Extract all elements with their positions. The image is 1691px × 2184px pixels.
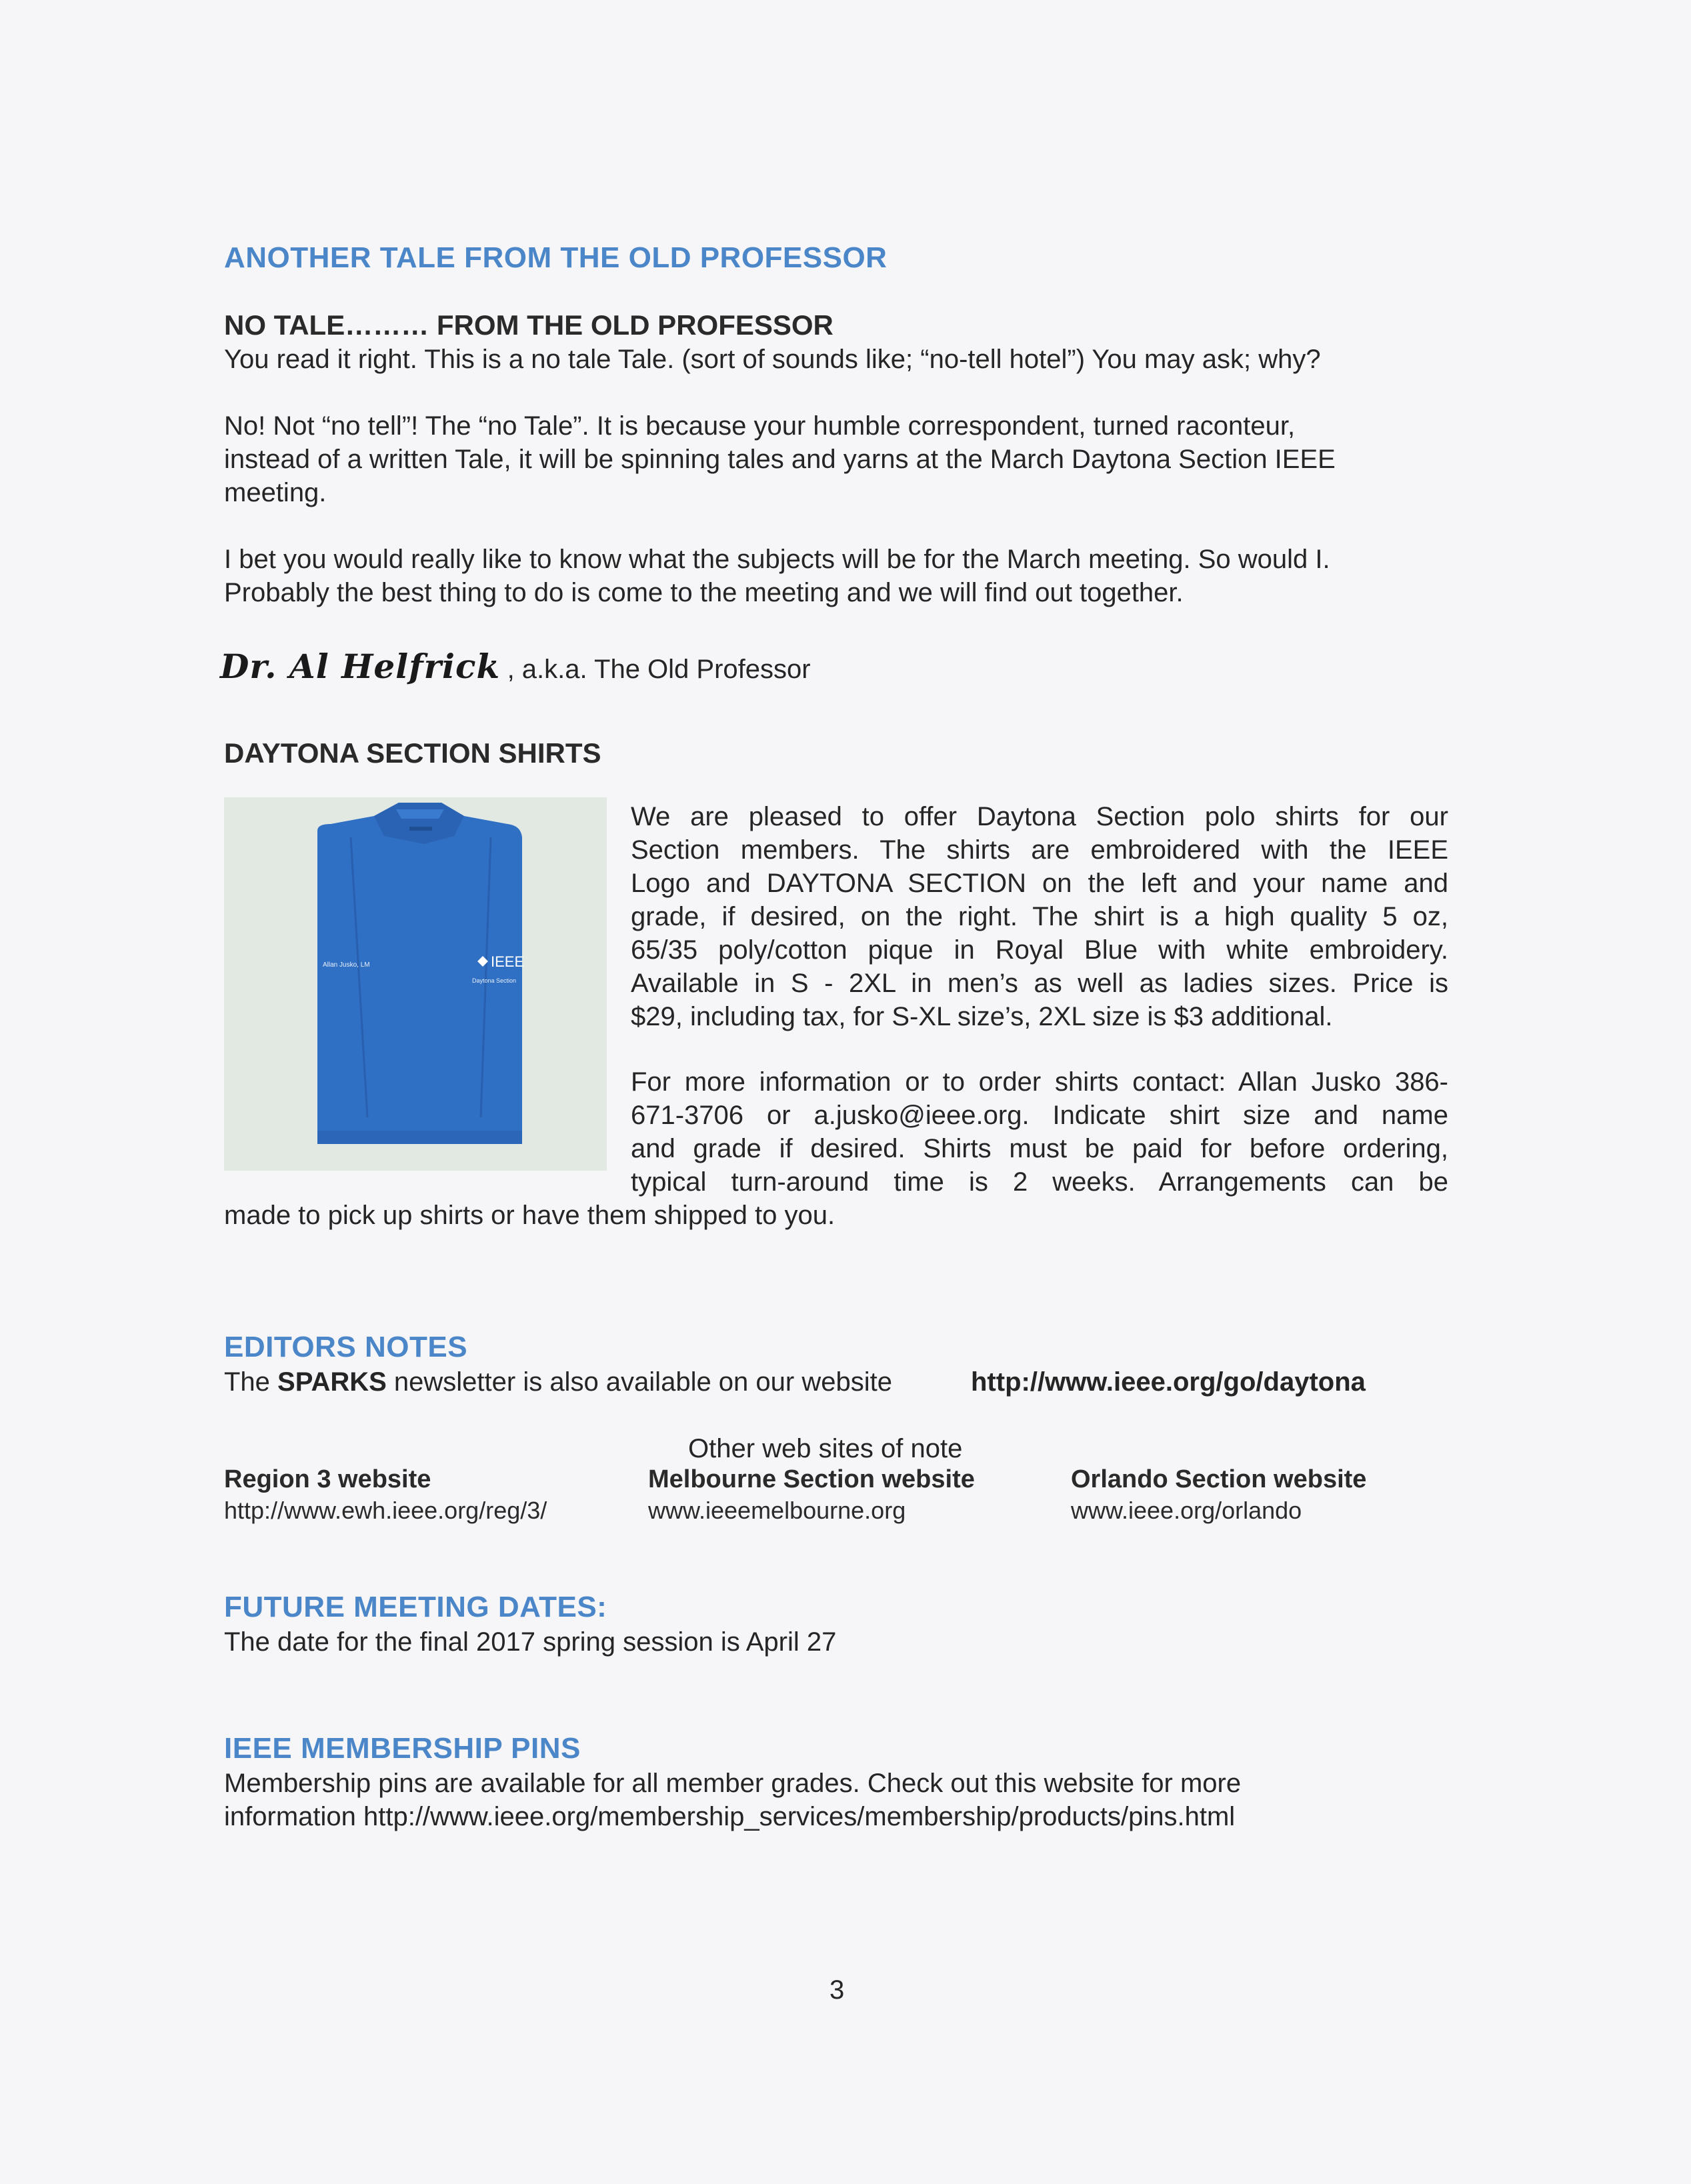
- shirts-desc-line: $29, including tax, for S-XL size’s, 2XL size is $3 additional.: [631, 1002, 1333, 1031]
- pins-title: IEEE MEMBERSHIP PINS: [224, 1732, 581, 1765]
- site-url-link[interactable]: www.ieee.org/orlando: [1071, 1497, 1302, 1524]
- page-number: 3: [829, 1975, 845, 2005]
- editors-line-mid: newsletter is also available on our website: [386, 1367, 892, 1397]
- site-url-link[interactable]: http://www.ewh.ieee.org/reg/3/: [224, 1497, 547, 1524]
- tale-paragraph-3-line-1: I bet you would really like to know what the subjects will be for the March meeting. So would I.: [224, 545, 1330, 574]
- shirts-order-info: [631, 1065, 1448, 1199]
- shirts-desc-line: Section members. The shirts are embroidered with the IEEE: [631, 835, 1448, 865]
- shirt-photo: [224, 797, 607, 1171]
- shirts-desc-line: 65/35 poly/cotton pique in Royal Blue with white embroidery.: [631, 935, 1448, 965]
- shirts-order-last-line: made to pick up shirts or have them shipped to you.: [224, 1201, 835, 1230]
- shirt-section-label: Daytona Section: [472, 977, 517, 984]
- shirts-order-line: For more information or to order shirts contact: Allan Jusko 386-: [631, 1067, 1448, 1097]
- site-region3: [224, 1465, 547, 1525]
- shirts-desc-line: Available in S - 2XL in men’s as well as ladies sizes. Price is: [631, 969, 1448, 998]
- shirts-order-line: typical turn-around time is 2 weeks. Arrangements can be: [631, 1167, 1448, 1197]
- tale-subtitle: NO TALE……… FROM THE OLD PROFESSOR: [224, 309, 833, 341]
- site-melbourne: [648, 1465, 975, 1525]
- signature-suffix: , a.k.a. The Old Professor: [507, 655, 811, 684]
- shirts-order-line: and grade if desired. Shirts must be paid for before ordering,: [631, 1134, 1448, 1163]
- site-title: Region 3 website: [224, 1465, 431, 1493]
- shirts-order-line: 671-3706 or a.jusko@ieee.org. Indicate shirt size and name: [631, 1101, 1448, 1130]
- shirts-desc-line: We are pleased to offer Daytona Section polo shirts for our: [631, 802, 1448, 831]
- pins-line-1: Membership pins are available for all member grades. Check out this website for more: [224, 1769, 1242, 1798]
- shirts-desc-line: grade, if desired, on the right. The shirt is a high quality 5 oz,: [631, 902, 1448, 931]
- site-title: Orlando Section website: [1071, 1465, 1367, 1493]
- shirt-ieee-logo-text: IEEE: [491, 953, 525, 970]
- tale-paragraph-2-line-1: No! Not “no tell”! The “no Tale”. It is because your humble correspondent, turned raconteur,: [224, 411, 1296, 441]
- meetings-title: FUTURE MEETING DATES:: [224, 1591, 607, 1623]
- shirt-name-label: Allan Jusko, LM: [323, 961, 370, 969]
- tale-paragraph-1: You read it right. This is a no tale Tale. (sort of sounds like; “no-tell hotel”) You may ask; why?: [224, 345, 1321, 374]
- meetings-text: The date for the final 2017 spring session is April 27: [224, 1627, 837, 1657]
- editors-notes-line: [224, 1365, 892, 1399]
- tale-paragraph-2-line-3: meeting.: [224, 478, 327, 507]
- shirts-desc-line: Logo and DAYTONA SECTION on the left and your name and: [631, 869, 1448, 898]
- site-orlando: [1071, 1465, 1366, 1525]
- shirts-title: DAYTONA SECTION SHIRTS: [224, 737, 601, 769]
- editors-line-prefix: The: [224, 1367, 278, 1397]
- sparks-name: SPARKS: [277, 1367, 387, 1397]
- editors-notes-title: EDITORS NOTES: [224, 1331, 468, 1363]
- daytona-website-link[interactable]: http://www.ieee.org/go/daytona: [971, 1367, 1366, 1397]
- tale-paragraph-3-line-2: Probably the best thing to do is come to the meeting and we will find out together.: [224, 578, 1184, 607]
- signature: Dr. Al Helfrick: [220, 647, 501, 686]
- tale-section-title: ANOTHER TALE FROM THE OLD PROFESSOR: [224, 241, 888, 274]
- site-title: Melbourne Section website: [648, 1465, 975, 1493]
- other-sites-label: Other web sites of note: [688, 1434, 963, 1463]
- tale-paragraph-2-line-2: instead of a written Tale, it will be spinning tales and yarns at the March Daytona Section IEEE: [224, 445, 1336, 474]
- polo-shirt-image: [224, 797, 607, 1171]
- shirts-description: [631, 800, 1448, 1033]
- site-url-link[interactable]: www.ieeemelbourne.org: [648, 1497, 906, 1524]
- signature-line: [220, 647, 811, 686]
- pins-line-2: information http://www.ieee.org/membership_services/membership/products/pins.html: [224, 1802, 1236, 1831]
